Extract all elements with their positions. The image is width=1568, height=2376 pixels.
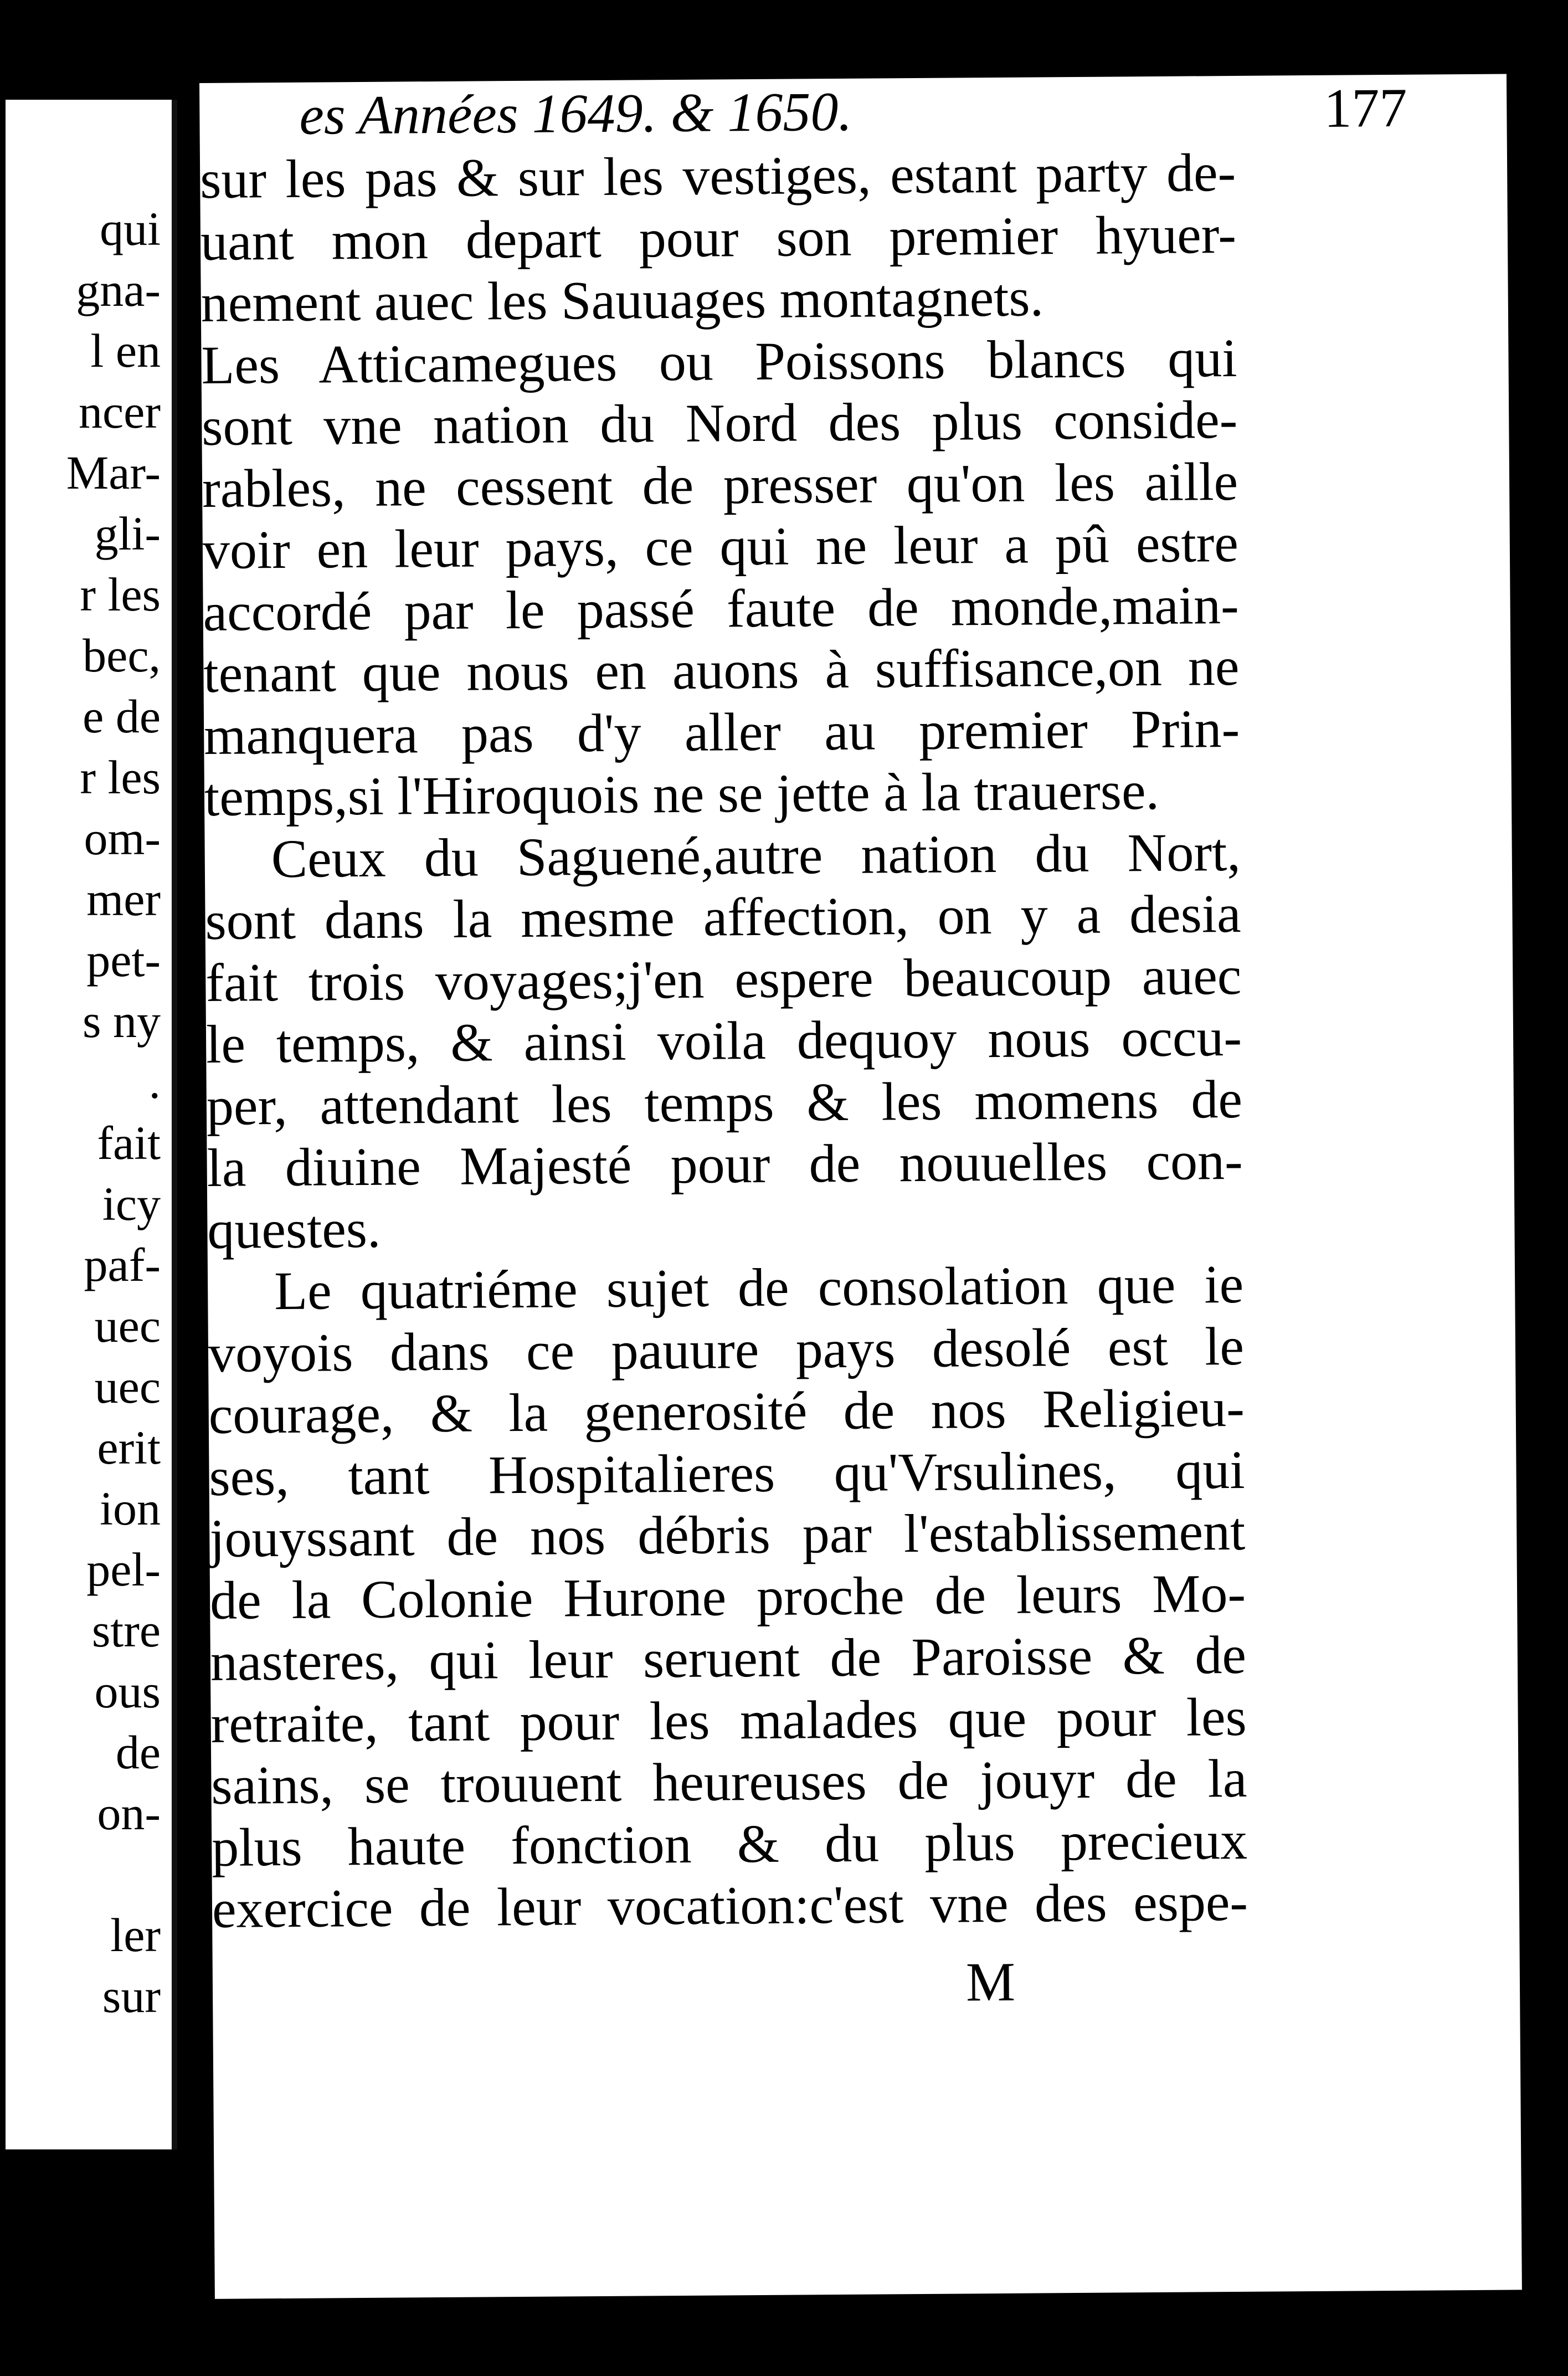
adjacent-page-fragment: erit bbox=[97, 1421, 161, 1474]
adjacent-page-fragment: l en bbox=[90, 324, 161, 377]
page-body-text bbox=[200, 142, 1248, 1941]
adjacent-page-fragment: ncer bbox=[79, 385, 161, 438]
adjacent-page-fragment: gli- bbox=[94, 507, 161, 560]
text-line: ses, tant Hospitalieres qu'Vrsulines, qui bbox=[209, 1440, 1245, 1507]
running-title: es Années 1649. & 1650. bbox=[299, 80, 852, 146]
adjacent-page-fragment: paf- bbox=[84, 1238, 161, 1291]
text-line: fait trois voyages;j'en espere beaucoup auec bbox=[205, 946, 1242, 1013]
adjacent-page-fragment: uec bbox=[94, 1299, 161, 1352]
adjacent-page-fragment: e de bbox=[83, 690, 161, 743]
adjacent-page-fragment: r les bbox=[80, 751, 161, 804]
text-line: voir en leur pays, ce qui ne leur a pû estre bbox=[202, 513, 1239, 581]
text-line: jouyssant de nos débris par l'establissement bbox=[209, 1501, 1246, 1569]
adjacent-page-fragment: de bbox=[115, 1726, 161, 1779]
text-line: Le quatriéme sujet de consolation que ie bbox=[274, 1254, 1244, 1322]
adjacent-page-fragment: gna- bbox=[76, 263, 161, 316]
text-line: nement auec les Sauuages montagnets. bbox=[201, 268, 1044, 333]
text-line: exercice de leur vocation:c'est vne des espe- bbox=[212, 1872, 1248, 1939]
text-line: sont vne nation du Nord des plus conside- bbox=[201, 389, 1238, 457]
text-line: Ceux du Saguené,autre nation du Nort, bbox=[271, 822, 1241, 889]
book-page bbox=[199, 74, 1522, 2299]
page-header bbox=[299, 75, 1407, 149]
adjacent-page-fragment: . bbox=[148, 1055, 161, 1109]
text-line: la diuine Majesté pour de nouuelles con- bbox=[207, 1131, 1243, 1198]
text-line: questes. bbox=[207, 1199, 381, 1260]
text-line: accordé par le passé faute de monde,main- bbox=[203, 575, 1240, 643]
adjacent-page-fragment: pet- bbox=[86, 933, 161, 987]
text-line: per, attendant les temps & les momens de bbox=[206, 1069, 1243, 1137]
adjacent-page-fragment: r les bbox=[80, 568, 161, 621]
page-number: 177 bbox=[1323, 76, 1407, 139]
adjacent-page-fragment: ion bbox=[100, 1482, 161, 1535]
text-line: le temps, & ainsi voila dequoy nous occu- bbox=[205, 1007, 1242, 1075]
text-line: nasteres, qui leur seruent de Paroisse & de bbox=[210, 1625, 1247, 1692]
text-line: sur les pas & sur les vestiges, estant party de- bbox=[199, 142, 1236, 210]
adjacent-page-fragment: sur bbox=[102, 1969, 161, 2023]
adjacent-page-fragment: on- bbox=[97, 1787, 161, 1840]
text-line: retraite, tant pour les malades que pour les bbox=[210, 1687, 1247, 1754]
signature-mark: M bbox=[965, 1951, 1016, 2013]
text-line: tenant que nous en auons à suffisance,on ne bbox=[203, 637, 1240, 704]
text-line: voyois dans ce pauure pays desolé est le bbox=[208, 1316, 1245, 1384]
adjacent-page-fragment: mer bbox=[86, 873, 161, 926]
adjacent-page-fragment: icy bbox=[102, 1177, 161, 1230]
adjacent-page-fragment: stre bbox=[91, 1604, 161, 1657]
adjacent-page-fragment: qui bbox=[100, 202, 161, 255]
text-line: sains, se trouuent heureuses de jouyr de la bbox=[211, 1748, 1247, 1816]
text-line: sont dans la mesme affection, on y a desia bbox=[205, 884, 1241, 951]
adjacent-page-strip bbox=[6, 100, 177, 2149]
adjacent-page-fragment: fait bbox=[97, 1116, 161, 1169]
text-line: rables, ne cessent de presser qu'on les aille bbox=[202, 451, 1238, 519]
adjacent-page-fragment: pel- bbox=[86, 1543, 161, 1596]
text-line: de la Colonie Hurone proche de leurs Mo- bbox=[209, 1563, 1246, 1631]
adjacent-page-fragment: Mar- bbox=[66, 446, 161, 499]
adjacent-page-fragment: uec bbox=[94, 1360, 161, 1413]
adjacent-page-fragment: ler bbox=[110, 1908, 161, 1962]
text-line: temps,si l'Hiroquois ne se jette à la trauerse. bbox=[204, 761, 1160, 828]
text-line: courage, & la generosité de nos Religieu- bbox=[208, 1378, 1245, 1445]
text-line: plus haute fonction & du plus precieux bbox=[211, 1810, 1248, 1878]
adjacent-page-fragment: bec, bbox=[83, 629, 161, 682]
adjacent-page-fragment: om- bbox=[84, 812, 161, 865]
adjacent-page-fragment: ous bbox=[94, 1665, 161, 1718]
adjacent-page-fragment: s ny bbox=[83, 994, 161, 1048]
text-line: manquera pas d'y aller au premier Prin- bbox=[203, 699, 1240, 766]
text-line: Les Atticamegues ou Poissons blancs qui bbox=[201, 328, 1237, 396]
text-line: uant mon depart pour son premier hyuer- bbox=[200, 204, 1237, 272]
